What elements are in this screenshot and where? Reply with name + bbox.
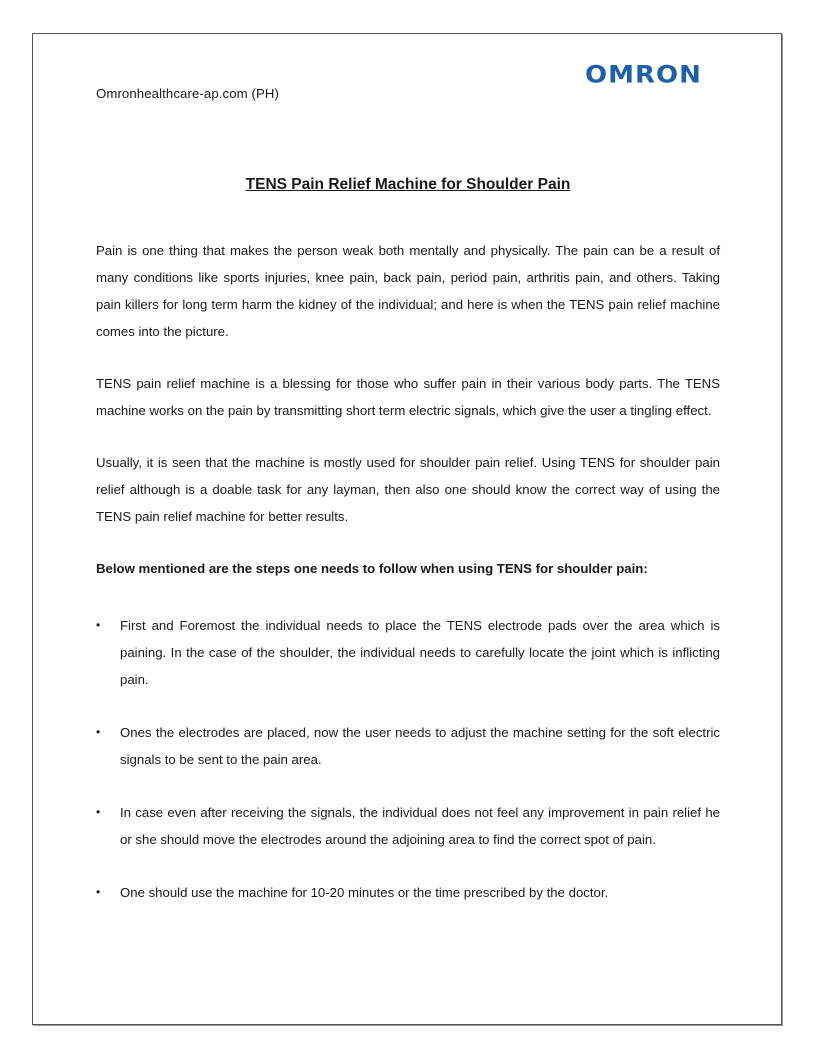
paragraph: Usually, it is seen that the machine is mostly used for shoulder pain relief. Using TENS for shoulder pain relief although is a doable task for any layman, then also one should know the correct way of using the TENS pain relief machine for better results.: [96, 455, 720, 524]
omron-logo: [585, 60, 705, 94]
list-item: [96, 719, 720, 773]
bullet-icon: •: [96, 805, 101, 819]
steps-list: [96, 612, 720, 906]
site-name: Omronhealthcare-ap.com (PH): [96, 86, 279, 101]
step-text: Ones the electrodes are placed, now the user needs to adjust the machine setting for the soft electric signals to be sent to the pain area.: [120, 725, 720, 767]
document-body: [96, 237, 720, 932]
list-item: [96, 799, 720, 853]
logo-text: OMRON: [585, 61, 702, 89]
steps-heading: Below mentioned are the steps one needs to follow when using TENS for shoulder pain:: [96, 561, 648, 576]
list-item: [96, 612, 720, 693]
paragraph: TENS pain relief machine is a blessing for those who suffer pain in their various body parts. The TENS machine works on the pain by transmitting short term electric signals, which give the user a tingling effect.: [96, 376, 720, 418]
step-text: First and Foremost the individual needs to place the TENS electrode pads over the area which is paining. In the case of the shoulder, the individual needs to carefully locate the joint which is inflicting pain.: [120, 618, 720, 687]
step-text: In case even after receiving the signals, the individual does not feel any improvement in pain relief he or she should move the electrodes around the adjoining area to find the correct spot of pain.: [120, 805, 720, 847]
bullet-icon: •: [96, 725, 101, 739]
document-title: TENS Pain Relief Machine for Shoulder Pain: [245, 176, 571, 193]
bullet-icon: •: [96, 618, 101, 632]
list-item: [96, 879, 720, 906]
paragraph: Pain is one thing that makes the person weak both mentally and physically. The pain can be a result of many conditions like sports injuries, knee pain, back pain, period pain, arthritis pain, and others. Taking pain killers for long term harm the kidney of the individual; and here is when the TENS pain relief machine comes into the picture.: [96, 243, 720, 339]
bullet-icon: •: [96, 885, 101, 899]
step-text: One should use the machine for 10-20 minutes or the time prescribed by the doctor.: [120, 885, 609, 900]
